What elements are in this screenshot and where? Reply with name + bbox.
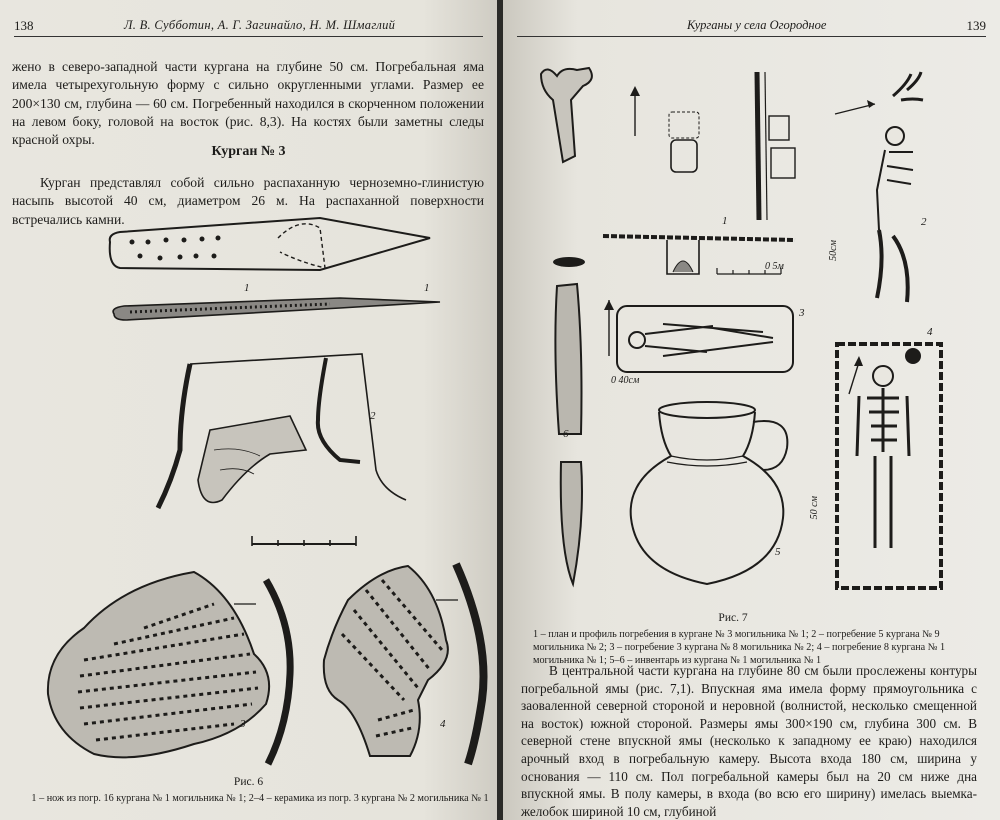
left-paragraph-2: Курган представлял собой сильно распаханную черноземно-глинистую насыпь высотой 40 см, диаметром 26 м. На распаханной поверхности встречались камни. <box>12 175 484 227</box>
left-running-head <box>14 18 483 37</box>
fig7-number-6: 6 <box>563 428 569 440</box>
fig7-title: Рис. 7 <box>718 612 748 624</box>
scale-label-plan-4: 50 см <box>809 496 820 520</box>
dagger-drawing <box>547 250 597 590</box>
grave-plan-drawing <box>533 60 803 280</box>
left-paragraph-1: жено в северо-западной части кургана на глубине 50 см. Погребальная яма имела четырехугольную форму с сильно округленными углами. Размер ее 200×130 см, глубина — 60 см. Погребенный находился в скорченном положении на левом боку, головой на восток (рис. 8,3). На костях были заметны следы красной охры. <box>12 59 484 148</box>
fig6-number-4: 4 <box>440 718 446 730</box>
right-paragraph: В центральной части кургана на глубине 80 см были прослежены контуры погребальной ямы (рис. 7,1). Впускная яма имела форму прямоугольника с заовaленной северной стороной и неровной (волнистой, несколько смещенной на восток) южной стороной. Размеры ямы 300×190 см, глубина 300 см. В северной стене впускной ямы (несколько к западному ее краю) находился арочный вход в погребальную камеру. Высота входа 180 см, ширина у основания — 110 см. Пол погребальной камеры был на 20 см ниже дна впускной ямы. В полу камеры, в входа (во всю его ширину) имелась выемка-желобок шириной 10 см, глубиной <box>521 663 977 819</box>
skeleton-2-drawing <box>823 70 943 310</box>
fig7-number-1: 1 <box>722 215 728 227</box>
right-page-number: 139 <box>966 18 986 33</box>
left-page-number: 138 <box>14 18 34 33</box>
fig7-number-2: 2 <box>921 216 927 228</box>
fig6-number-1b: 1 <box>424 282 430 294</box>
scale-label-plan-1: 0 5м <box>765 261 784 272</box>
right-running-head <box>517 18 986 37</box>
scale-label-plan-2: 50см <box>828 240 839 261</box>
pottery-profile-drawing <box>150 350 420 520</box>
pottery-sherd-3-drawing <box>44 564 304 774</box>
fig6-number-2: 2 <box>370 410 376 422</box>
vessel-drawing <box>627 400 797 590</box>
skeleton-4-drawing <box>829 336 949 592</box>
fig6-number-3: 3 <box>240 718 246 730</box>
scale-bar <box>250 534 360 548</box>
fig7-number-5: 5 <box>775 546 781 558</box>
fig7-number-4: 4 <box>927 326 933 338</box>
scale-label-plan-3: 0 40см <box>611 375 640 386</box>
fig6-number-1a: 1 <box>244 282 250 294</box>
left-running-title: Л. В. Субботин, А. Г. Загинайло, Н. М. Шмаглий <box>124 18 396 32</box>
knife-drawing <box>100 212 450 332</box>
left-page <box>0 0 497 820</box>
section-heading: Курган № 3 <box>211 144 286 159</box>
pottery-sherd-4-drawing <box>318 560 497 770</box>
fig6-title: Рис. 6 <box>233 776 264 788</box>
right-running-title: Курганы у села Огородное <box>687 18 827 32</box>
fig7-caption: 1 – план и профиль погребения в кургане № 3 могильника № 1; 2 – погребение 5 кургана № 9 могильника № 2; 3 – погребение 3 кургана № 8 могильника № 2; 4 – погребение 8 кургана № 1 могильника № 1; 5–6 – инвентарь из кургана № 1 могильника № 1 <box>533 629 946 666</box>
right-page <box>503 0 1000 820</box>
fig7-number-3: 3 <box>799 307 805 319</box>
fig6-caption: 1 – нож из погр. 16 кургана № 1 могильника № 1; 2–4 – керамика из погр. 3 кургана № 2 могильника № 1 <box>31 793 489 804</box>
